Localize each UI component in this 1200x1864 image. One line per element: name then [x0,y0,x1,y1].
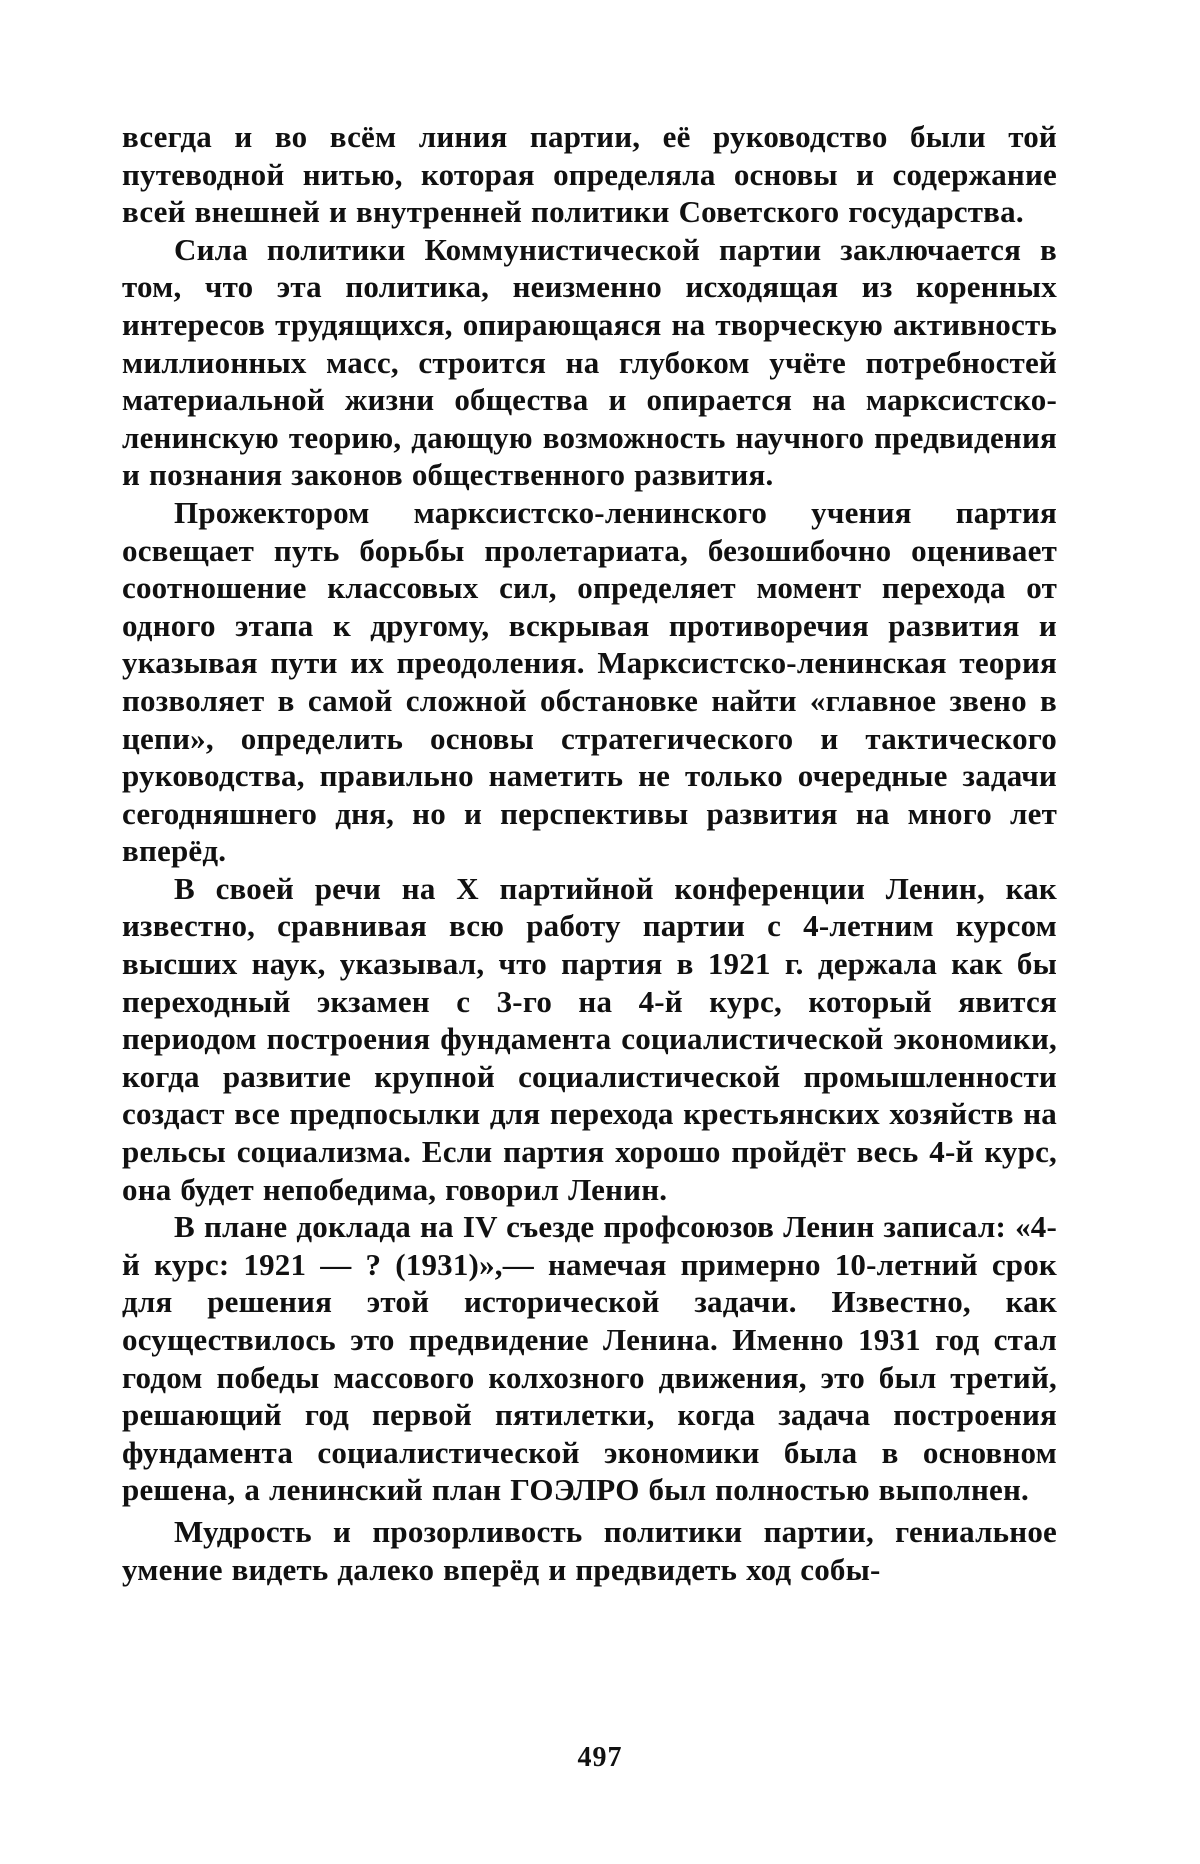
paragraph-3: Прожектором марксистско-ленинского учения партия освещает путь борьбы пролетариата, безошибочно оценивает соотношение классовых сил, определяет момент перехода от одного этапа к другому, вскрывая противоречия развития и указывая пути их преодоления. Марксистско-ленинская теория позволяет в самой сложной обстановке найти «главное звено в цепи», определить основы стратегического и тактического руководства, правильно наметить не только очередные задачи сегодняшнего дня, но и перспективы развития на много лет вперёд. [122,494,1057,869]
page-body [122,118,1057,1588]
paragraph-1: всегда и во всём линия партии, её руководство были той путеводной нитью, которая определяла основы и содержание всей внешней и внутренней политики Советского государства. [122,119,1057,230]
paragraph-5: В плане доклада на IV съезде профсоюзов Ленин записал: «4-й курс: 1921 — ? (1931)»,— намечая примерно 10-летний срок для решения этой исторической задачи. Известно, как осуществилось это предвидение Ленина. Именно 1931 год стал годом победы массового колхозного движения, это был третий, решающий год первой пятилетки, когда задача построения фундамента социалистической экономики была в основном решена, а ленинский план ГОЭЛРО был полностью выполнен. [122,1209,1057,1508]
paragraph-6: Мудрость и прозорливость политики партии, гениальное умение видеть далеко вперёд и предвидеть ход собы- [122,1513,1057,1587]
page-number: 497 [577,1742,623,1773]
paragraph-4: В своей речи на X партийной конференции Ленин, как известно, сравнивая всю работу партии с 4-летним курсом высших наук, указывал, что партия в 1921 г. держала как бы переходный экзамен с 3-го на 4-й курс, который явится периодом построения фундамента социалистической экономики, когда развитие крупной социалистической промышленности создаст все предпосылки для перехода крестьянских хозяйств на рельсы социализма. Если партия хорошо пройдёт весь 4-й курс, она будет непобедима, говорил Ленин. [122,870,1057,1207]
paragraph-2: Сила политики Коммунистической партии заключается в том, что эта политика, неизменно исходящая из коренных интересов трудящихся, опирающаяся на творческую активность миллионных масс, строится на глубоком учёте потребностей материальной жизни общества и опирается на марксистско-ленинскую теорию, дающую возможность научного предвидения и познания законов общественного развития. [122,231,1057,493]
